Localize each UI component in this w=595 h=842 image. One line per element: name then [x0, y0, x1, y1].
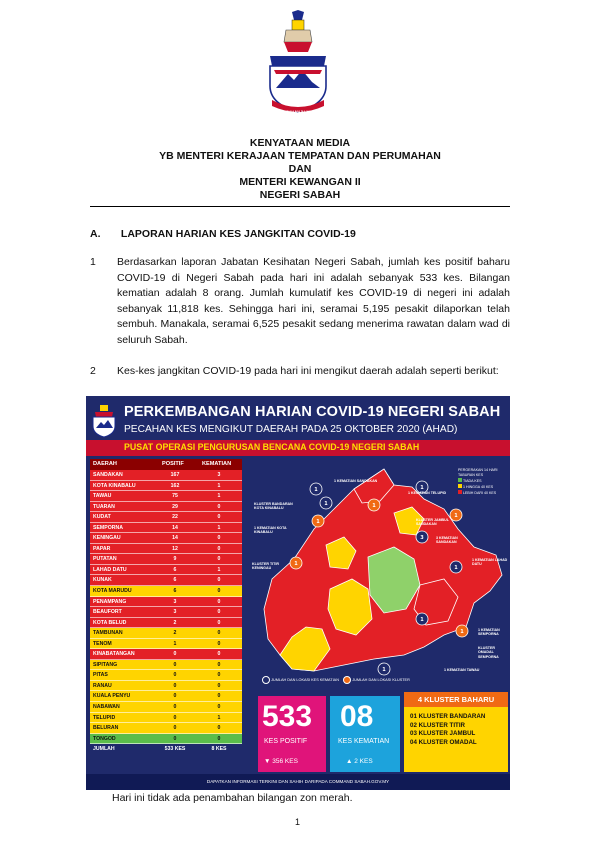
map-label-titir: KLUSTER TITIR KENINGAU: [252, 562, 279, 571]
total-deaths: 8 KES: [211, 746, 227, 753]
svg-text:1: 1: [382, 667, 386, 673]
map-label-bandaran: KLUSTER BANDARAN KOTA KINABALU: [254, 502, 293, 511]
operations-bar-text: PUSAT OPERASI PENGURUSAN BENCANA COVID-19 NEGERI SABAH: [124, 442, 420, 452]
svg-text:1: 1: [314, 487, 318, 493]
district-positive: 0: [173, 651, 177, 658]
district-deaths: 0: [217, 661, 221, 668]
district-name: KUNAK: [93, 577, 112, 584]
district-deaths: 0: [217, 503, 221, 510]
district-deaths: 0: [217, 704, 221, 711]
district-name: BELURAN: [93, 725, 119, 732]
district-table-header: [90, 459, 242, 470]
district-positive: 167: [170, 472, 180, 478]
legend-title: PERGERAKAN 14 HARI TABURAN KES: [458, 468, 498, 477]
cluster-item: 04 KLUSTER OMADAL: [410, 738, 477, 746]
district-row: [90, 565, 242, 576]
district-name: PITAS: [93, 672, 108, 679]
district-deaths: 0: [217, 640, 221, 647]
map-label-jambul: KLUSTER JAMBUL SANDAKAN: [416, 518, 449, 527]
district-row: [90, 681, 242, 692]
positive-label: KES POSITIF: [264, 738, 308, 745]
district-deaths: 1: [217, 482, 221, 489]
district-name: PENAMPANG: [93, 598, 127, 605]
district-row: [90, 649, 242, 660]
crest-motto: SABAH MAJU JAYA: [281, 110, 315, 114]
district-deaths: 1: [217, 714, 221, 721]
paragraph-text: Berdasarkan laporan Jabatan Kesihatan Negeri Sabah, jumlah kes positif baharu COVID-19 di Negeri Sabah pada hari ini adalah sebanyak 533 kes. Bilangan kematian adalah 8 orang. Jumlah kumulatif kes COVID-19 di negeri ini adalah sebanyak 11,818 kes. Sehingga hari ini, seramai 5,195 pesakit dilaporkan telah sembuh. Manakala, seramai 6,525 pesakit sedang menerima rawatan dalam wad di seluruh Sabah.: [117, 256, 510, 346]
map-label-kk: 1 KEMATIAN KOTA KINABALU: [254, 526, 287, 535]
district-row: [90, 618, 242, 629]
district-name: PAPAR: [93, 545, 111, 552]
district-row: [90, 481, 242, 492]
district-row: [90, 713, 242, 724]
district-name: KENINGAU: [93, 535, 121, 542]
district-deaths: 0: [217, 556, 221, 563]
district-deaths: 0: [217, 514, 221, 521]
district-name: SIPITANG: [93, 661, 118, 668]
district-deaths: 0: [217, 535, 221, 542]
header-positive: POSITIF: [162, 461, 184, 467]
district-positive: 0: [173, 725, 177, 732]
district-deaths: 0: [217, 651, 221, 658]
map-label-three: 3 KEMATIAN SANDAKAN: [436, 536, 458, 545]
district-name: TONGOD: [93, 735, 116, 742]
death-label: KES KEMATIAN: [338, 738, 390, 745]
district-positive: 3: [173, 609, 177, 616]
cluster-item: 03 KLUSTER JAMBUL: [410, 730, 476, 737]
district-row: [90, 554, 242, 565]
total-label: JUMLAH: [93, 746, 115, 753]
district-name: TAWAU: [93, 493, 112, 500]
legend-item: 1 HINGGA 40 KES: [463, 485, 494, 489]
district-positive: 14: [172, 535, 178, 542]
district-positive: 0: [173, 714, 177, 721]
svg-text:3: 3: [420, 535, 424, 541]
legend-clusters: JUMLAH DAN LOKASI KLUSTER: [352, 678, 410, 682]
death-change-value: 2 KES: [354, 758, 373, 765]
district-row: [90, 575, 242, 586]
district-row: [90, 512, 242, 523]
district-name: TAMBUNAN: [93, 630, 123, 637]
district-deaths: 0: [217, 630, 221, 637]
paragraph-number: 2: [90, 365, 96, 377]
district-name: LAHAD DATU: [93, 566, 127, 573]
map-label-telupid: 1 KEMATIAN TELUPID: [408, 491, 447, 495]
district-deaths: 0: [217, 598, 221, 605]
svg-text:1: 1: [316, 519, 320, 525]
district-deaths: 1: [217, 493, 221, 500]
district-deaths: 0: [217, 693, 221, 700]
district-table: [90, 459, 242, 755]
sabah-crest-icon: [90, 404, 118, 438]
district-name: TUARAN: [93, 503, 115, 510]
district-deaths: 0: [217, 609, 221, 616]
district-row: [90, 502, 242, 513]
district-deaths: 0: [217, 588, 221, 595]
header-line-3: DAN: [288, 163, 312, 175]
district-positive: 6: [173, 566, 177, 573]
district-name: NABAWAN: [93, 704, 120, 711]
page-number: 1: [294, 817, 300, 827]
district-row: [90, 597, 242, 608]
header-line-4: MENTERI KEWANGAN II: [239, 176, 361, 188]
district-deaths: 0: [217, 577, 221, 584]
district-deaths: 1: [217, 566, 221, 573]
district-positive: 162: [170, 482, 180, 489]
district-deaths: 0: [217, 735, 221, 742]
clusters-header: 4 KLUSTER BAHARU: [404, 692, 508, 707]
district-row: [90, 628, 242, 639]
district-name: KOTA BELUD: [93, 619, 127, 626]
paragraph-text: Kes-kes jangkitan COVID-19 pada hari ini mengikut daerah adalah seperti berikut:: [117, 365, 499, 377]
paragraph-2: [90, 364, 510, 380]
death-card: [330, 696, 400, 772]
map-bottom-legend: [262, 676, 410, 684]
infographic-title: PERKEMBANGAN HARIAN COVID-19 NEGERI SABAH: [124, 404, 501, 420]
svg-text:1: 1: [372, 503, 376, 509]
legend-item: TIADA KES: [462, 479, 482, 483]
district-positive: 6: [173, 577, 177, 584]
district-deaths: 3: [217, 472, 221, 478]
district-positive: 2: [173, 619, 177, 626]
map-label-sandakan: 1 KEMATIAN SANDAKAN: [334, 479, 378, 483]
section-heading: [90, 228, 356, 240]
total-positive: 533 KES: [164, 746, 186, 753]
positive-change: ▼ 356 KES: [264, 758, 298, 765]
positive-count: 533: [262, 700, 313, 733]
death-count: 08: [340, 700, 374, 733]
positive-card: [258, 696, 326, 772]
district-positive: 2: [173, 630, 177, 637]
district-positive: 6: [173, 588, 177, 595]
district-row: [90, 470, 242, 481]
district-deaths: 0: [217, 682, 221, 689]
district-positive: 0: [173, 661, 177, 668]
cluster-item: 01 KLUSTER BANDARAN: [410, 713, 486, 720]
footnote-text: Hari ini tidak ada penambahan bilangan zon merah.: [112, 792, 353, 804]
infographic-footer: DAPATKAN INFORMASI TERKINI DAN SAHIH DARIPADA COMMAND SABAH.GOV.MY: [86, 774, 510, 790]
district-name: SANDAKAN: [93, 472, 123, 478]
section-number: A.: [90, 228, 101, 240]
svg-text:1: 1: [454, 513, 458, 519]
district-name: SEMPORNA: [93, 524, 123, 531]
district-deaths: 0: [217, 725, 221, 732]
district-name: KUDAT: [93, 514, 111, 521]
new-clusters-box: [404, 692, 508, 772]
district-name: RANAU: [93, 682, 112, 689]
header-divider: [90, 206, 510, 207]
infographic-subtitle: PECAHAN KES MENGIKUT DAERAH PADA 25 OKTOBER 2020 (AHAD): [124, 424, 458, 435]
district-name: KUALA PENYU: [93, 693, 131, 700]
svg-text:1: 1: [454, 565, 458, 571]
district-name: BEAUFORT: [93, 609, 122, 616]
header-deaths: KEMATIAN: [202, 461, 232, 467]
death-change: ▲ 2 KES: [346, 758, 373, 765]
district-positive: 1: [173, 640, 177, 647]
header-line-5: NEGERI SABAH: [259, 189, 341, 201]
legend-deaths: JUMLAH DAN LOKASI KES KEMATIAN: [271, 678, 339, 682]
district-row: [90, 734, 242, 745]
district-positive: 0: [173, 735, 177, 742]
district-row: [90, 691, 242, 702]
district-positive: 14: [172, 524, 178, 531]
district-row: [90, 670, 242, 681]
map-label-tawau: 1 KEMATIAN TAWAU: [444, 668, 480, 672]
district-row: [90, 586, 242, 597]
district-name: KINABATANGAN: [93, 651, 135, 658]
district-positive: 22: [172, 514, 178, 521]
district-row: [90, 544, 242, 555]
covid-infographic: [86, 396, 510, 790]
district-name: KOTA KINABALU: [93, 482, 136, 489]
svg-text:1: 1: [324, 501, 328, 507]
district-positive: 29: [172, 503, 178, 510]
operations-bar: [86, 440, 510, 456]
sabah-crest-logo: [262, 8, 334, 118]
svg-text:1: 1: [420, 617, 424, 623]
cluster-item: 02 KLUSTER TITIR: [410, 721, 466, 729]
positive-change-value: 356 KES: [272, 758, 298, 765]
header-district: DAERAH: [93, 461, 117, 467]
paragraph-number: 1: [90, 256, 96, 268]
svg-text:1: 1: [294, 561, 298, 567]
district-row: [90, 533, 242, 544]
map-label-lahad-datu: 1 KEMATIAN LAHAD DATU: [472, 558, 508, 567]
map-label-omadal: KLUSTER OMADAL SEMPORNA: [478, 646, 499, 659]
district-row: [90, 523, 242, 534]
district-row: [90, 639, 242, 650]
district-total-row: [90, 744, 242, 755]
district-name: TELUPID: [93, 714, 116, 721]
district-deaths: 1: [217, 524, 221, 531]
district-positive: 0: [173, 704, 177, 711]
district-name: KOTA MARUDU: [93, 588, 132, 595]
svg-text:1: 1: [420, 485, 424, 491]
legend-item: LEBIH DARI 40 KES: [463, 491, 497, 495]
district-deaths: 0: [217, 672, 221, 679]
header-line-2: YB MENTERI KERAJAAN TEMPATAN DAN PERUMAHAN: [159, 150, 441, 162]
district-positive: 0: [173, 693, 177, 700]
district-deaths: 0: [217, 545, 221, 552]
section-title: LAPORAN HARIAN KES JANGKITAN COVID-19: [120, 228, 356, 240]
press-header: [90, 137, 510, 202]
district-positive: 9: [173, 556, 177, 563]
district-positive: 0: [173, 682, 177, 689]
district-positive: 12: [172, 545, 178, 552]
district-positive: 75: [172, 493, 178, 500]
district-row: [90, 723, 242, 734]
svg-text:1: 1: [460, 629, 464, 635]
header-line-1: KENYATAAN MEDIA: [249, 137, 351, 149]
district-row: [90, 607, 242, 618]
district-name: PUTATAN: [93, 556, 117, 563]
district-deaths: 0: [217, 619, 221, 626]
map-legend: [458, 468, 506, 496]
map-label-semporna: 1 KEMATIAN SEMPORNA: [478, 628, 500, 637]
district-row: [90, 491, 242, 502]
district-row: [90, 702, 242, 713]
district-row: [90, 660, 242, 671]
district-positive: 3: [173, 598, 177, 605]
district-name: TENOM: [93, 640, 112, 647]
district-positive: 0: [173, 672, 177, 679]
paragraph-1: [90, 255, 510, 348]
